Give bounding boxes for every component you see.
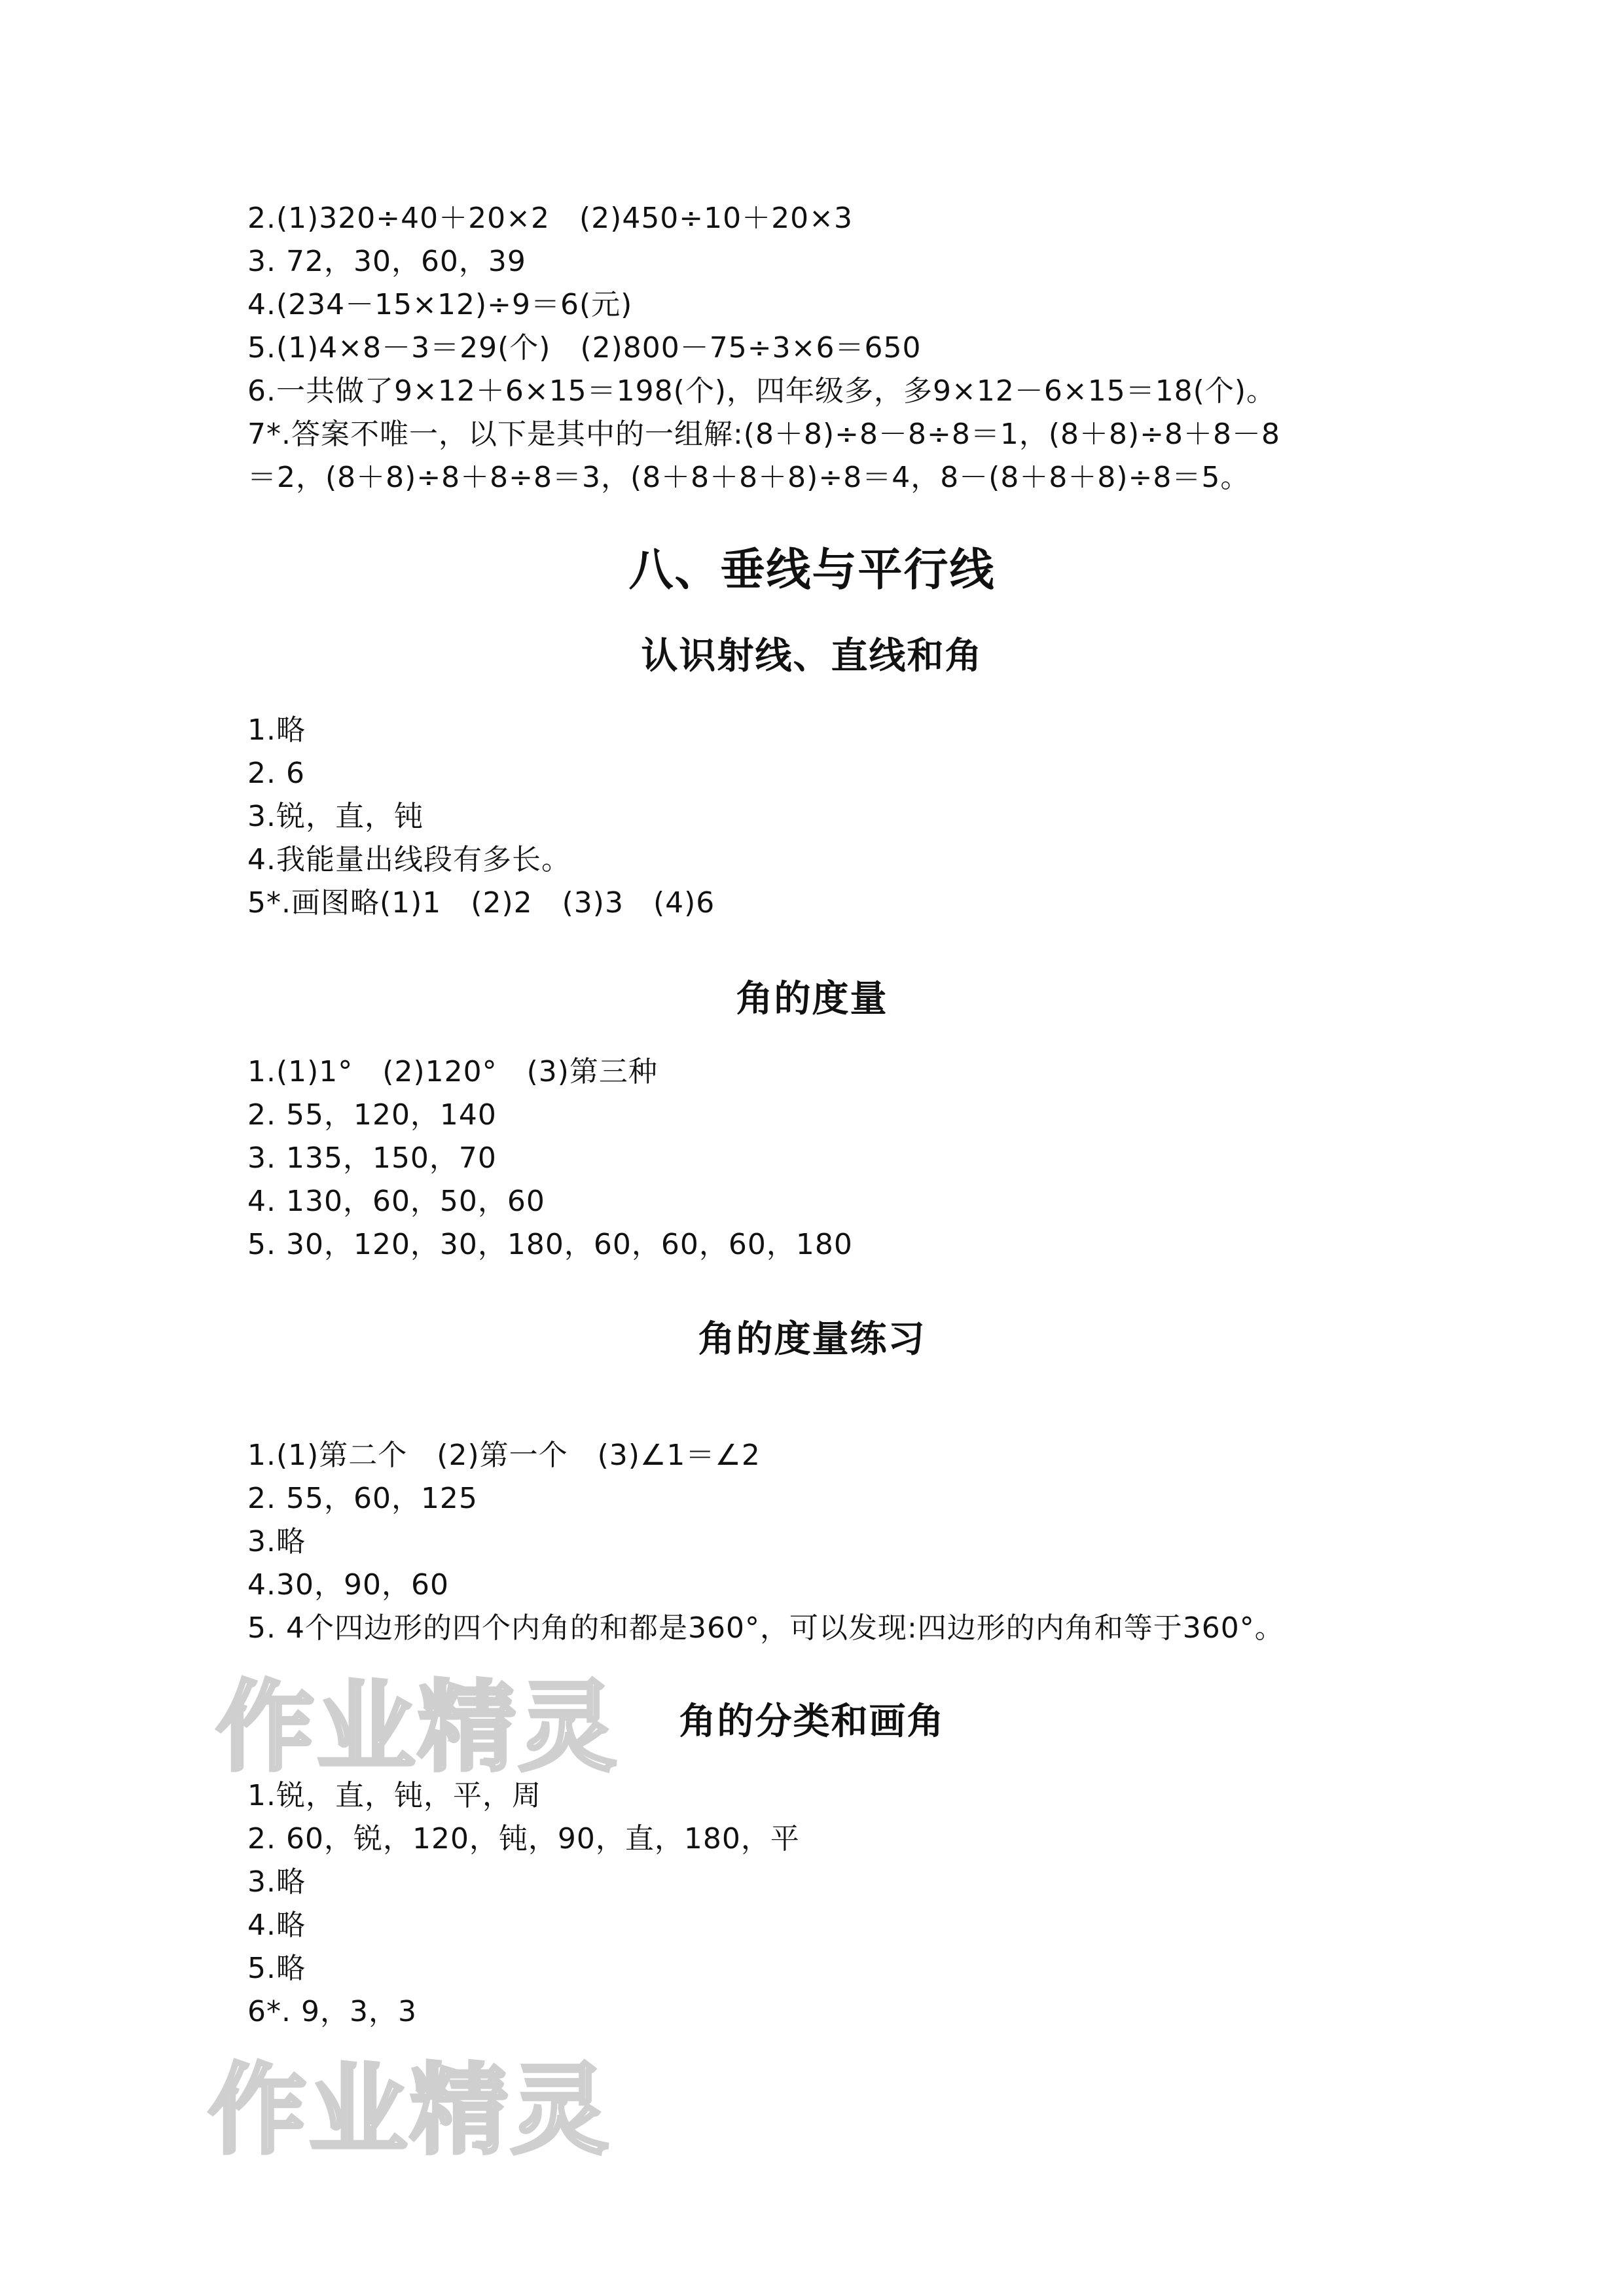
answer-line: 3. 72，30，60，39 xyxy=(247,245,526,278)
answer-line: 7*.答案不唯一，以下是其中的一组解:(8＋8)÷8－8÷8＝1，(8＋8)÷8＋8－8 xyxy=(247,418,1281,451)
answer-line: 1.(1)1° (2)120° (3)第三种 xyxy=(247,1055,658,1088)
chapter-title: 八、垂线与平行线 xyxy=(628,545,996,596)
answer-line: 3. 135，150，70 xyxy=(247,1141,497,1175)
answer-line: 3.略 xyxy=(247,1865,306,1899)
answer-line: 1.(1)第二个 (2)第一个 (3)∠1＝∠2 xyxy=(247,1439,761,1472)
answer-line: 5. 4个四边形的四个内角的和都是360°，可以发现:四边形的内角和等于360°。 xyxy=(247,1611,1284,1645)
section-title: 角的度量练习 xyxy=(698,1318,926,1361)
answer-line: 2. 60，锐，120，钝，90，直，180，平 xyxy=(247,1822,800,1856)
section-title: 角的分类和画角 xyxy=(679,1700,945,1743)
answer-line: 5. 30，120，30，180，60，60，60，180 xyxy=(247,1228,853,1261)
answer-line: 3.略 xyxy=(247,1525,306,1558)
section-title: 角的度量 xyxy=(736,978,888,1020)
answer-line: 5.略 xyxy=(247,1952,306,1985)
answer-line: 6*. 9，3，3 xyxy=(247,1995,417,2028)
answer-line: 4.我能量出线段有多长。 xyxy=(247,843,571,876)
watermark-logo: 作业精灵 xyxy=(216,1671,620,1785)
answer-line: 4. 130，60，50，60 xyxy=(247,1185,545,1218)
answer-line: 2.(1)320÷40＋20×2 (2)450÷10＋20×3 xyxy=(247,202,854,235)
answer-line: 6.一共做了9×12＋6×15＝198(个)，四年级多，多9×12－6×15＝18(个)。 xyxy=(247,374,1276,408)
answer-line: 5*.画图略(1)1 (2)2 (3)3 (4)6 xyxy=(247,886,715,920)
answer-line: 4.(234－15×12)÷9＝6(元) xyxy=(247,288,633,321)
answer-line: 5.(1)4×8－3＝29(个) (2)800－75÷3×6＝650 xyxy=(247,331,922,365)
section-title: 认识射线、直线和角 xyxy=(641,635,983,677)
answer-line: 3.锐，直，钝 xyxy=(247,800,424,833)
answer-line: 2. 55，60，125 xyxy=(247,1482,478,1515)
answer-line: 1.锐，直，钝，平，周 xyxy=(247,1779,541,1812)
answer-line: 2. 6 xyxy=(247,757,305,790)
answer-line: 4.略 xyxy=(247,1909,306,1942)
answer-line: ＝2，(8＋8)÷8＋8÷8＝3，(8＋8＋8＋8)÷8＝4，8－(8＋8＋8)÷8＝5。 xyxy=(247,461,1250,494)
answer-line: 1.略 xyxy=(247,713,306,747)
watermark-logo: 作业精灵 xyxy=(208,2054,612,2168)
answer-line: 4.30，90，60 xyxy=(247,1568,449,1602)
answer-line: 2. 55，120，140 xyxy=(247,1098,497,1132)
